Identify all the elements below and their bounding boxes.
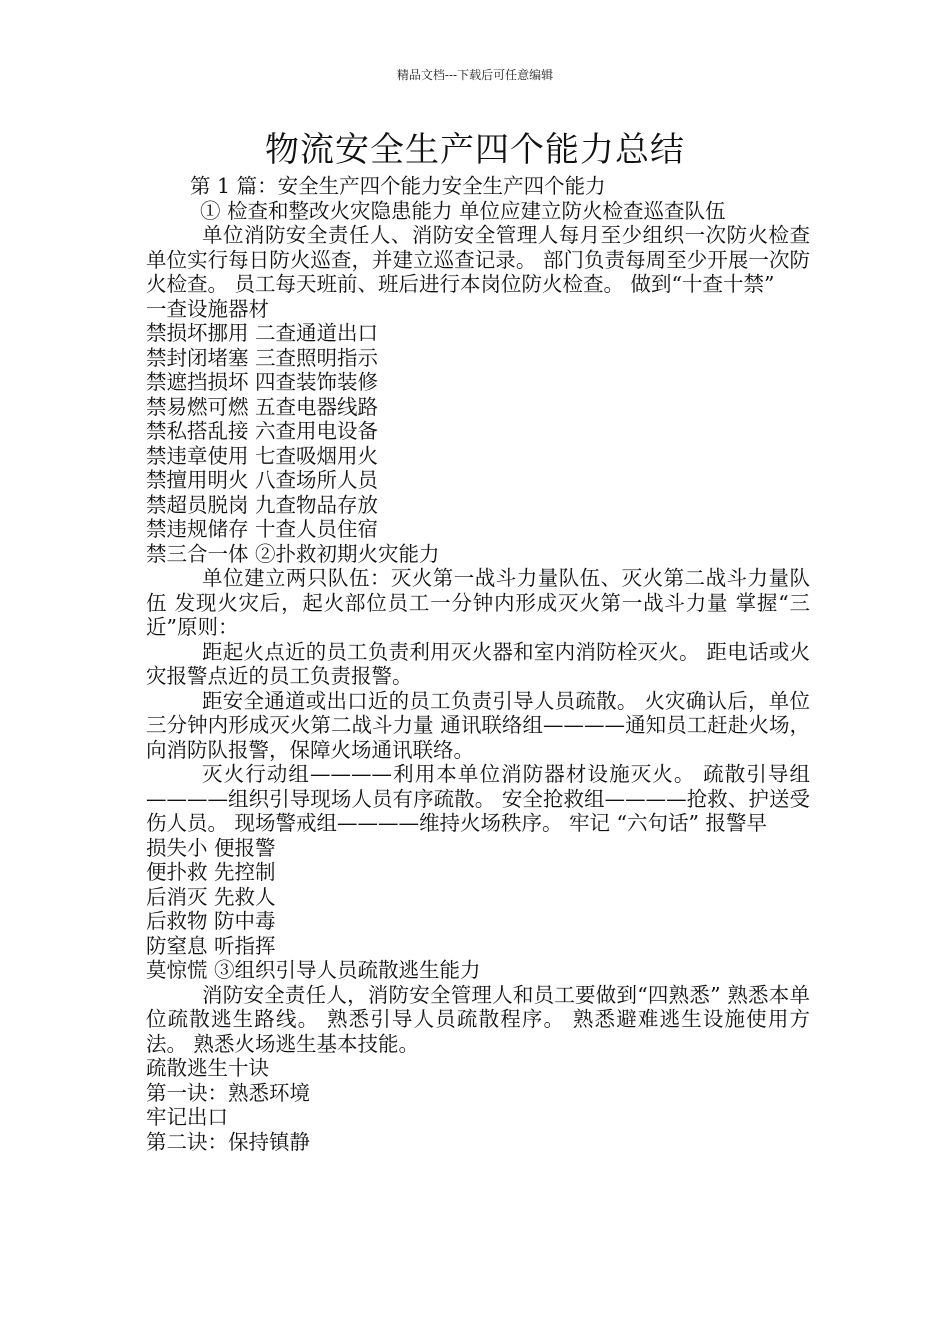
paragraph: 疏散逃生十诀 bbox=[146, 1056, 269, 1080]
document-title: 物流安全生产四个能力总结 bbox=[265, 130, 685, 170]
paragraph: 禁违章使用 七查吸烟用火 bbox=[146, 443, 379, 468]
paragraph: 损失小 便报警 bbox=[146, 835, 276, 860]
document-body bbox=[146, 174, 810, 1154]
paragraph: 单位建立两只队伍：灭火第一战斗力量队伍、灭火第二战斗力量队伍 发现火灾后，起火部位员工一分钟内形成灭火第一战斗力量 掌握“三近”原则： bbox=[146, 566, 810, 639]
paragraph: 禁易燃可燃 五查电器线路 bbox=[146, 394, 379, 419]
paragraph: 消防安全责任人，消防安全管理人和员工要做到“四熟悉” 熟悉本单位疏散逃生路线。 熟悉引导人员疏散程序。 熟悉避难逃生设施使用方法。 熟悉火场逃生基本技能。 bbox=[146, 982, 810, 1056]
page-header: 精品文档---下载后可任意编辑 bbox=[396, 68, 554, 82]
paragraph: 防窒息 听指挥 bbox=[146, 933, 276, 958]
paragraph: 第一诀：熟悉环境 bbox=[146, 1080, 310, 1105]
paragraph: 牢记出口 bbox=[146, 1105, 228, 1129]
paragraph: 禁三合一体 ②扑救初期火灾能力 bbox=[146, 541, 440, 566]
paragraph: 后救物 防中毒 bbox=[146, 909, 276, 933]
paragraph: 禁封闭堵塞 三查照明指示 bbox=[146, 345, 379, 370]
paragraph: 禁损坏挪用 二查通道出口 bbox=[146, 321, 379, 345]
paragraph: 一查设施器材 bbox=[146, 296, 269, 321]
paragraph: 莫惊慌 ③组织引导人员疏散逃生能力 bbox=[146, 958, 481, 982]
paragraph: 禁超员脱岗 九查物品存放 bbox=[146, 492, 379, 517]
paragraph: 禁遮挡损坏 四查装饰装修 bbox=[146, 370, 379, 394]
paragraph: 禁私搭乱接 六查用电设备 bbox=[146, 419, 379, 443]
paragraph: 禁违规储存 十查人员住宿 bbox=[146, 517, 379, 541]
paragraph: ① 检查和整改火灾隐患能力 单位应建立防火检查巡查队伍 bbox=[200, 198, 726, 223]
paragraph: 便扑救 先控制 bbox=[146, 860, 276, 884]
paragraph: 距起火点近的员工负责利用灭火器和室内消防栓灭火。 距电话或火灾报警点近的员工负责报警。 bbox=[146, 639, 810, 688]
paragraph: 后消灭 先救人 bbox=[146, 884, 276, 909]
paragraph: 灭火行动组————利用本单位消防器材设施灭火。 疏散引导组————组织引导现场人员有序疏散。 安全抢救组————抢救、护送受伤人员。 现场警戒组————维持火场秩序。 牢记 “六句话” 报警早 bbox=[146, 762, 810, 835]
paragraph: 单位消防安全责任人、消防安全管理人每月至少组织一次防火检查 单位实行每日防火巡查，并建立巡查记录。 部门负责每周至少开展一次防火检查。 员工每天班前、班后进行本岗位防火检查。 做到“十查十禁” bbox=[146, 223, 810, 296]
paragraph: 禁擅用明火 八查场所人员 bbox=[146, 468, 379, 492]
paragraph: 第 1 篇：安全生产四个能力安全生产四个能力 bbox=[190, 174, 606, 198]
paragraph: 第二诀：保持镇静 bbox=[146, 1129, 310, 1154]
paragraph: 距安全通道或出口近的员工负责引导人员疏散。 火灾确认后，单位三分钟内形成灭火第二战斗力量 通讯联络组————通知员工赶赴火场，向消防队报警，保障火场通讯联络。 bbox=[146, 688, 810, 762]
